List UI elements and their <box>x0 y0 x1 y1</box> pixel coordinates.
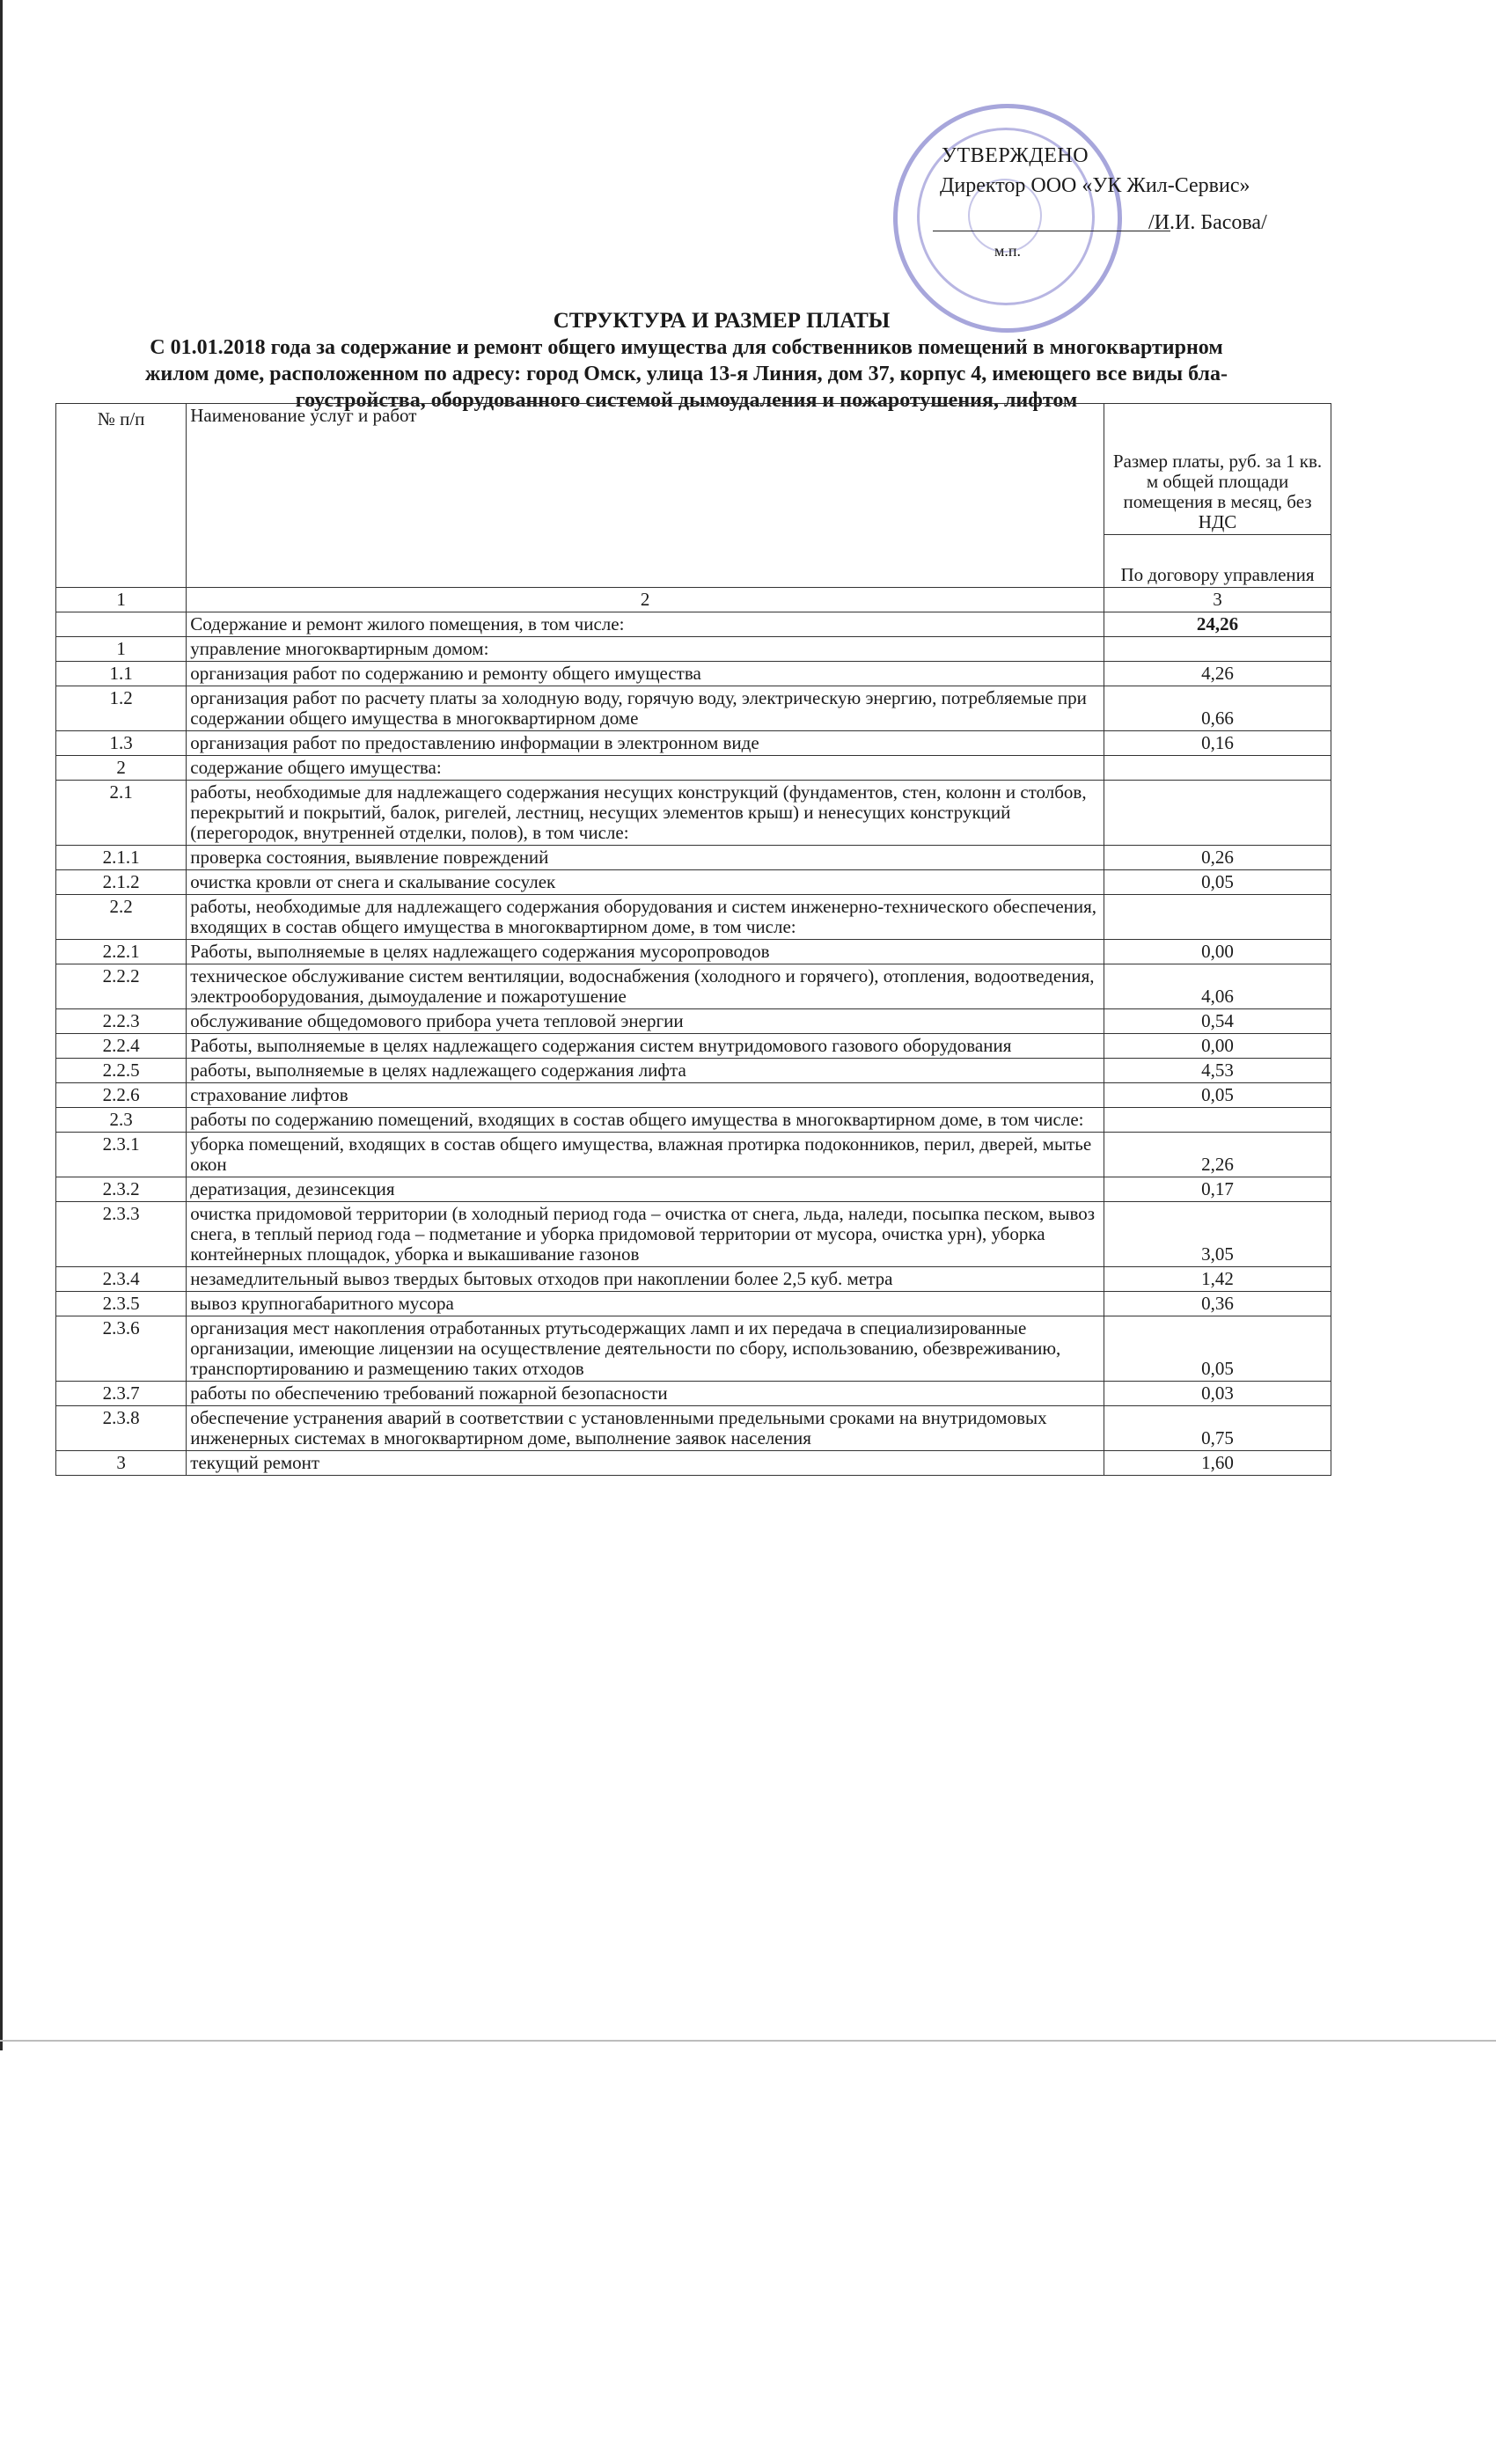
row-price <box>1104 756 1331 781</box>
table-row <box>56 686 1331 731</box>
row-price: 0,16 <box>1104 731 1331 756</box>
row-price: 3,05 <box>1104 1202 1331 1267</box>
row-number: 1 <box>56 637 187 662</box>
row-price: 0,75 <box>1104 1406 1331 1451</box>
row-service-name: Работы, выполняемые в целях надлежащего содержания систем внутридомового газового оборудования <box>187 1034 1104 1059</box>
row-number: 2.3.2 <box>56 1177 187 1202</box>
row-price <box>1104 1108 1331 1133</box>
row-service-name: проверка состояния, выявление повреждений <box>187 846 1104 870</box>
row-service-name: работы, необходимые для надлежащего содержания оборудования и систем инженерно-технического обеспечения, входящих в состав общего имущества в многоквартирном доме, в том числе: <box>187 895 1104 940</box>
row-number: 1.1 <box>56 662 187 686</box>
row-number: 2.1 <box>56 781 187 846</box>
row-price: 4,53 <box>1104 1059 1331 1083</box>
table-row <box>56 1133 1331 1177</box>
row-price <box>1104 895 1331 940</box>
row-price: 1,60 <box>1104 1451 1331 1476</box>
table-row <box>56 1059 1331 1083</box>
table-row <box>56 1292 1331 1316</box>
heading-line-3: гоустройства, оборудованного системой дымоудаления и пожаротушения, лифтом <box>295 389 1078 412</box>
row-service-name: уборка помещений, входящих в состав общего имущества, влажная протирка подоконников, перил, дверей, мытье окон <box>187 1133 1104 1177</box>
document-title: СТРУКТУРА И РАЗМЕР ПЛАТЫ <box>553 309 891 333</box>
table-row <box>56 1009 1331 1034</box>
row-price <box>1104 781 1331 846</box>
row-number: 2.2.5 <box>56 1059 187 1083</box>
row-number: 2.3.4 <box>56 1267 187 1292</box>
row-number: 2.1.1 <box>56 846 187 870</box>
header-name: Наименование услуг и работ <box>187 404 1104 588</box>
row-price: 4,26 <box>1104 662 1331 686</box>
row-number: 1.3 <box>56 731 187 756</box>
row-service-name: обслуживание общедомового прибора учета тепловой энергии <box>187 1009 1104 1034</box>
row-service-name: организация работ по содержанию и ремонту общего имущества <box>187 662 1104 686</box>
row-number: 2.2.1 <box>56 940 187 964</box>
table-row <box>56 1451 1331 1476</box>
row-number: 2.2.4 <box>56 1034 187 1059</box>
heading-line-2: жилом доме, расположенном по адресу: город Омск, улица 13-я Линия, дом 37, корпус 4, имеющего все виды бла- <box>144 363 1228 385</box>
document-heading <box>97 308 1276 414</box>
row-service-name: очистка кровли от снега и скалывание сосулек <box>187 870 1104 895</box>
row-number: 2 <box>56 756 187 781</box>
header-num: № п/п <box>56 404 187 588</box>
row-service-name: работы по обеспечению требований пожарной безопасности <box>187 1382 1104 1406</box>
signature-line <box>915 206 1302 260</box>
row-number <box>56 612 187 637</box>
row-number: 2.3.8 <box>56 1406 187 1451</box>
table-row <box>56 1034 1331 1059</box>
row-number: 2.1.2 <box>56 870 187 895</box>
row-service-name: содержание общего имущества: <box>187 756 1104 781</box>
row-service-name: управление многоквартирным домом: <box>187 637 1104 662</box>
row-service-name: вывоз крупногабаритного мусора <box>187 1292 1104 1316</box>
header-price: Размер платы, руб. за 1 кв. м общей площади помещения в месяц, без НДС <box>1104 404 1331 535</box>
row-price: 0,03 <box>1104 1382 1331 1406</box>
table-row <box>56 1267 1331 1292</box>
row-service-name: незамедлительный вывоз твердых бытовых отходов при накоплении более 2,5 куб. метра <box>187 1267 1104 1292</box>
row-price: 0,00 <box>1104 1034 1331 1059</box>
table-row <box>56 1406 1331 1451</box>
colnum-1: 1 <box>56 588 187 612</box>
table-row <box>56 895 1331 940</box>
table-row <box>56 637 1331 662</box>
row-service-name: обеспечение устранения аварий в соответствии с установленными предельными сроками на внутридомовых инженерных системах в многоквартирном доме, выполнение заявок населения <box>187 1406 1104 1451</box>
row-price: 0,66 <box>1104 686 1331 731</box>
row-service-name: работы, необходимые для надлежащего содержания несущих конструкций (фундаментов, стен, колонн и столбов, перекрытий и покрытий, балок, ригелей, лестниц, несущих элементов крыш) и ненесущих конструкций (перегородок, внутренней отделки, полов), в том числе: <box>187 781 1104 846</box>
row-service-name: организация работ по расчету платы за холодную воду, горячую воду, электрическую энергию, потребляемые при содержании общего имущества в многоквартирном доме <box>187 686 1104 731</box>
approval-block <box>915 141 1302 260</box>
row-service-name: работы, выполняемые в целях надлежащего содержания лифта <box>187 1059 1104 1083</box>
approval-title: УТВЕРЖДЕНО <box>942 144 1089 167</box>
table-row <box>56 1083 1331 1108</box>
table-row <box>56 1108 1331 1133</box>
row-service-name: Содержание и ремонт жилого помещения, в том числе: <box>187 612 1104 637</box>
row-number: 2.3.1 <box>56 1133 187 1177</box>
row-service-name: текущий ремонт <box>187 1451 1104 1476</box>
scan-bottom-edge <box>0 2040 1496 2042</box>
scan-edge <box>0 0 3 2050</box>
row-price: 0,36 <box>1104 1292 1331 1316</box>
row-service-name: дератизация, дезинсекция <box>187 1177 1104 1202</box>
row-number: 2.2.3 <box>56 1009 187 1034</box>
row-number: 2.3 <box>56 1108 187 1133</box>
row-price: 24,26 <box>1104 612 1331 637</box>
table-row <box>56 1382 1331 1406</box>
seal-mark: м.п. <box>994 242 1022 260</box>
table-row <box>56 1177 1331 1202</box>
table-row <box>56 1202 1331 1267</box>
row-service-name: страхование лифтов <box>187 1083 1104 1108</box>
colnum-3: 3 <box>1104 588 1331 612</box>
approver-name: /И.И. Басова/ <box>1148 211 1267 234</box>
row-number: 2.3.3 <box>56 1202 187 1267</box>
row-number: 2.2.6 <box>56 1083 187 1108</box>
approval-position: Директор ООО «УК Жил-Сервис» <box>940 174 1250 197</box>
column-numbers-row <box>56 588 1331 612</box>
row-number: 2.3.5 <box>56 1292 187 1316</box>
row-service-name: Работы, выполняемые в целях надлежащего содержания мусоропроводов <box>187 940 1104 964</box>
row-service-name: техническое обслуживание систем вентиляции, водоснабжения (холодного и горячего), отопления, водоотведения, электрооборудования, дымоудаление и пожаротушение <box>187 964 1104 1009</box>
row-price <box>1104 637 1331 662</box>
row-service-name: работы по содержанию помещений, входящих в состав общего имущества в многоквартирном доме, в том числе: <box>187 1108 1104 1133</box>
row-price: 2,26 <box>1104 1133 1331 1177</box>
row-price: 0,05 <box>1104 1316 1331 1382</box>
table-row <box>56 781 1331 846</box>
row-number: 2.2 <box>56 895 187 940</box>
table-row <box>56 662 1331 686</box>
row-number: 2.3.6 <box>56 1316 187 1382</box>
table-row <box>56 964 1331 1009</box>
table-row <box>56 731 1331 756</box>
table-row <box>56 1316 1331 1382</box>
row-price: 0,05 <box>1104 870 1331 895</box>
table-header-row <box>56 404 1331 535</box>
row-price: 0,00 <box>1104 940 1331 964</box>
table-row <box>56 870 1331 895</box>
fee-structure-table <box>55 403 1331 1476</box>
row-number: 2.2.2 <box>56 964 187 1009</box>
table-row <box>56 756 1331 781</box>
colnum-2: 2 <box>187 588 1104 612</box>
row-service-name: организация работ по предоставлению информации в электронном виде <box>187 731 1104 756</box>
row-price: 4,06 <box>1104 964 1331 1009</box>
row-price: 0,17 <box>1104 1177 1331 1202</box>
table-row <box>56 940 1331 964</box>
row-number: 1.2 <box>56 686 187 731</box>
row-service-name: очистка придомовой территории (в холодный период года – очистка от снега, льда, наледи, посыпка песком, вывоз снега, в теплый период года – подметание и уборка придомовой территории от мусора, очистка урн), уборка контейнерных площадок, уборка и выкашивание газонов <box>187 1202 1104 1267</box>
row-number: 2.3.7 <box>56 1382 187 1406</box>
table-row <box>56 612 1331 637</box>
row-price: 0,54 <box>1104 1009 1331 1034</box>
row-price: 0,05 <box>1104 1083 1331 1108</box>
row-price: 0,26 <box>1104 846 1331 870</box>
heading-line-1: С 01.01.2018 года за содержание и ремонт общего имущества для собственников помещений в многоквартирном <box>150 336 1223 359</box>
header-contract: По договору управления <box>1104 535 1331 588</box>
row-price: 1,42 <box>1104 1267 1331 1292</box>
table-row <box>56 846 1331 870</box>
row-number: 3 <box>56 1451 187 1476</box>
row-service-name: организация мест накопления отработанных ртутьсодержащих ламп и их передача в специализированные организации, имеющие лицензии на осуществление деятельности по сбору, использованию, обезвреживанию, транспортированию и размещению таких отходов <box>187 1316 1104 1382</box>
